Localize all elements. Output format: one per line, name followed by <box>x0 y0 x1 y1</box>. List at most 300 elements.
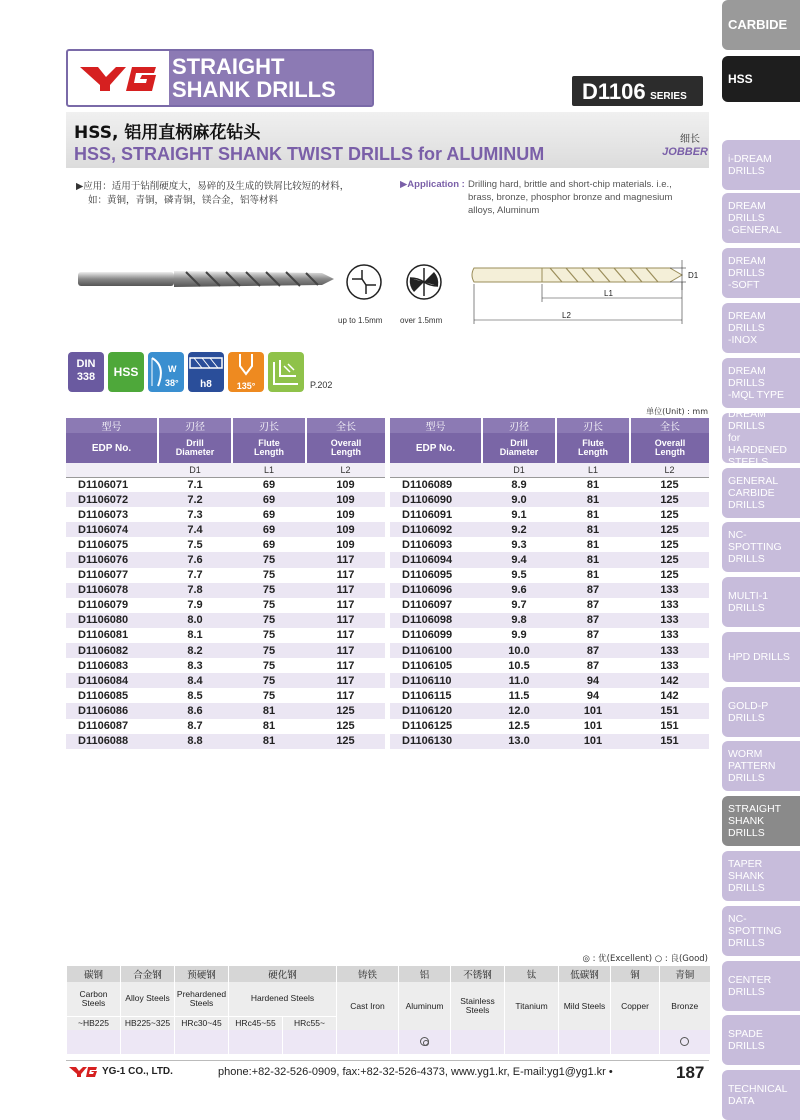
col-zh-overall: 全长 <box>630 418 709 433</box>
table-row <box>66 628 385 643</box>
overall-length-cell: 125 <box>336 720 355 733</box>
mat-zh-hardened: 硬化钢 <box>229 966 337 982</box>
table-row <box>390 537 709 552</box>
side-tab-label: STRAIGHT SHANK DRILLS <box>728 803 782 839</box>
col-sym-l2: L2 <box>630 463 709 477</box>
drill-diameter-cell: 9.0 <box>482 492 556 507</box>
drill-tip-large-icon <box>404 262 444 302</box>
side-tab-label: DREAM DRILLS -MQL TYPE <box>728 365 785 401</box>
side-tab-label: WORM PATTERN DRILLS <box>728 748 776 784</box>
col-drill-diameter: Drill Diameter <box>482 433 556 463</box>
col-sym-l2: L2 <box>306 463 385 477</box>
edp-no-cell: D1106100 <box>390 643 482 658</box>
mat-bronze: Bronze <box>660 982 710 1030</box>
material-icon <box>268 352 304 392</box>
col-flute-length: Flute Length <box>232 433 306 463</box>
col-zh-diameter: 刃径 <box>158 418 232 433</box>
side-tab-label: GENERAL CARBIDE DRILLS <box>728 475 779 511</box>
edp-no-cell: D1106077 <box>78 569 129 582</box>
hardness-hardened-2: HRc55~ <box>283 1016 337 1030</box>
table-row <box>390 583 709 598</box>
edp-no-cell: D1106094 <box>390 552 482 567</box>
edp-no-cell: D1106087 <box>78 720 129 733</box>
edp-no-cell: D1106078 <box>66 583 158 598</box>
series-badge <box>572 76 703 106</box>
side-tab-technical-data[interactable] <box>722 1070 800 1120</box>
footer-company: YG-1 CO., LTD. <box>102 1066 173 1077</box>
hardness-prehardened: HRc30~45 <box>175 1016 229 1030</box>
edp-no-cell: D1106088 <box>66 734 158 749</box>
overall-length-cell: 142 <box>630 673 709 688</box>
drill-diameter-cell: 9.5 <box>511 569 527 582</box>
header-banner <box>66 49 374 107</box>
side-tab-label: DREAM DRILLS -GENERAL <box>728 200 782 236</box>
table-row <box>390 552 709 567</box>
edp-no-cell: D1106071 <box>78 478 129 491</box>
drill-diameter-cell: 7.7 <box>187 569 203 582</box>
product-title-zh: HSS, 铝用直柄麻花钻头 <box>74 123 261 143</box>
flute-length-cell: 75 <box>232 673 306 688</box>
flute-length-cell: 87 <box>556 643 630 658</box>
overall-length-cell: 109 <box>306 492 385 507</box>
overall-length-cell: 151 <box>630 734 709 749</box>
side-tab-dream-drills-for-hardened-steels[interactable] <box>722 408 800 468</box>
material-table <box>66 966 710 1054</box>
point-angle-badge <box>228 352 264 392</box>
mat-prehardened: Prehardened Steels <box>175 982 229 1016</box>
table-row <box>66 477 385 492</box>
edp-no-cell: D1106110 <box>390 673 482 688</box>
overall-length-cell: 125 <box>306 703 385 718</box>
overall-length-cell: 109 <box>336 478 355 491</box>
flute-length-cell: 87 <box>586 599 600 612</box>
edp-no-cell: D1106092 <box>390 522 482 537</box>
flute-length-cell: 94 <box>556 673 630 688</box>
mat-zh-cast-iron: 铸铁 <box>337 966 399 982</box>
edp-no-cell: D1106081 <box>78 629 129 642</box>
drill-tip-small-icon <box>344 262 384 302</box>
edp-no-cell: D1106084 <box>66 673 158 688</box>
coolant-badge <box>268 352 304 392</box>
flute-length-cell: 69 <box>232 522 306 537</box>
overall-length-cell: 125 <box>660 478 679 491</box>
series-code: D1106 <box>582 79 646 104</box>
flute-length-cell: 81 <box>232 734 306 749</box>
page-number: 187 <box>676 1063 705 1082</box>
side-tab-hpd-drills[interactable] <box>722 632 800 682</box>
table-row <box>390 507 709 522</box>
rating-stainless <box>451 1030 505 1054</box>
mat-zh-copper: 铜 <box>611 966 660 982</box>
overall-length-cell: 125 <box>660 508 679 521</box>
overall-length-cell: 125 <box>660 538 679 551</box>
side-tab-label: NC-SPOTTING DRILLS <box>728 913 782 949</box>
flute-length-cell: 87 <box>586 629 600 642</box>
mat-zh-titanium: 钛 <box>505 966 559 982</box>
flute-length-cell: 75 <box>232 613 306 628</box>
excellent-rating-icon <box>420 1037 429 1046</box>
drill-diameter-cell: 8.5 <box>187 689 203 702</box>
series-word: SERIES <box>650 91 687 102</box>
side-tab-label: HSS <box>728 72 753 86</box>
spec-table-right <box>390 418 709 749</box>
flute-length-cell: 81 <box>586 478 600 491</box>
good-rating-icon <box>680 1037 689 1046</box>
drill-diameter-cell: 9.3 <box>511 538 527 551</box>
mat-zh-bronze: 青铜 <box>660 966 710 982</box>
col-sym-d1: D1 <box>482 463 556 477</box>
mat-zh-mild: 低碳钢 <box>559 966 611 982</box>
hss-label: HSS <box>113 365 139 379</box>
drill-diameter-cell: 8.8 <box>158 734 232 749</box>
flute-length-cell: 87 <box>556 613 630 628</box>
drill-diameter-cell: 10.0 <box>482 643 556 658</box>
edp-no-cell: D1106085 <box>78 689 129 702</box>
edp-no-cell: D1106086 <box>66 703 158 718</box>
drill-diameter-cell: 8.7 <box>187 720 203 733</box>
rating-aluminum <box>399 1030 451 1054</box>
table-row <box>390 658 709 673</box>
table-row <box>66 552 385 567</box>
table-row <box>66 598 385 613</box>
drill-diameter-cell: 7.9 <box>187 599 203 612</box>
table-row <box>390 522 709 537</box>
overall-length-cell: 133 <box>630 613 709 628</box>
helix-angle: 38° <box>165 378 179 388</box>
mat-mild: Mild Steels <box>559 982 611 1030</box>
drill-diameter-cell: 9.2 <box>482 522 556 537</box>
flute-length-cell: 81 <box>556 552 630 567</box>
side-tab-gold-p-drills[interactable] <box>722 687 800 737</box>
hardness-hardened-1: HRc45~55 <box>229 1016 283 1030</box>
table-row <box>390 598 709 613</box>
overall-length-cell: 125 <box>630 522 709 537</box>
flute-length-cell: 75 <box>262 689 276 702</box>
edp-no-cell: D1106125 <box>402 720 453 733</box>
drill-diameter-cell: 11.0 <box>482 673 556 688</box>
overall-length-cell: 125 <box>660 569 679 582</box>
drill-diameter-cell: 8.3 <box>187 659 203 672</box>
table-row <box>66 719 385 734</box>
din-label: DIN <box>76 358 96 370</box>
col-zh-model: 型号 <box>390 418 482 433</box>
table-row <box>390 719 709 734</box>
drill-diameter-cell: 12.0 <box>482 703 556 718</box>
table-row <box>390 613 709 628</box>
overall-length-cell: 109 <box>336 508 355 521</box>
side-tab-label: TECHNICAL DATA <box>728 1083 788 1107</box>
col-zh-diameter: 刃径 <box>482 418 556 433</box>
drill-diameter-cell: 7.5 <box>187 538 203 551</box>
side-tab-label: DREAM DRILLS -INOX <box>728 310 766 346</box>
flute-length-cell: 75 <box>232 643 306 658</box>
label-l2: L2 <box>562 311 571 320</box>
drill-diameter-cell: 7.2 <box>158 492 232 507</box>
flute-length-cell: 81 <box>586 538 600 551</box>
overall-length-cell: 109 <box>336 538 355 551</box>
application-en <box>400 178 700 217</box>
drill-diameter-cell: 9.7 <box>511 599 527 612</box>
side-tab-label: GOLD-P DRILLS <box>728 700 769 724</box>
point-angle-icon <box>228 352 264 376</box>
edp-no-cell: D1106083 <box>78 659 129 672</box>
side-tab-dream-drills-soft[interactable] <box>722 248 800 298</box>
flute-length-cell: 101 <box>583 720 603 733</box>
table-row <box>390 703 709 718</box>
length-type-zh: 细长 <box>680 134 700 145</box>
overall-length-cell: 117 <box>306 552 385 567</box>
flute-length-cell: 101 <box>556 703 630 718</box>
side-tab-center-drills[interactable] <box>722 961 800 1011</box>
edp-no-cell: D1106097 <box>402 599 453 612</box>
drill-diameter-cell: 12.5 <box>508 720 530 733</box>
flute-length-cell: 69 <box>262 508 276 521</box>
spec-table-left-body <box>66 477 385 749</box>
rating-hardened-2 <box>283 1030 337 1054</box>
mat-zh-aluminum: 铝 <box>399 966 451 982</box>
edp-no-cell: D1106079 <box>78 599 129 612</box>
table-row <box>390 477 709 492</box>
application-zh-line2: 如：黄铜，青铜，磷青铜，镁合金，铝等材料 <box>88 195 279 206</box>
flute-length-cell: 75 <box>232 552 306 567</box>
din-badge <box>68 352 104 392</box>
label-d1: D1 <box>688 271 699 280</box>
edp-no-cell: D1106074 <box>66 522 158 537</box>
col-edp: EDP No. <box>390 433 482 463</box>
flute-length-cell: 69 <box>232 492 306 507</box>
footer-yg-logo <box>68 1066 98 1078</box>
application-zh-line1: ▶应用：适用于钻削硬度大，易碎的及生成的铁屑比较短的材料， <box>76 181 350 192</box>
side-tab-hss[interactable] <box>722 56 800 102</box>
overall-length-cell: 125 <box>630 492 709 507</box>
overall-length-cell: 117 <box>336 659 355 672</box>
overall-length-cell: 133 <box>630 583 709 598</box>
flute-length-cell: 69 <box>262 538 276 551</box>
col-sym-l1: L1 <box>232 463 306 477</box>
table-row <box>66 568 385 583</box>
edp-no-cell: D1106082 <box>66 643 158 658</box>
flute-length-cell: 81 <box>556 492 630 507</box>
edp-no-cell: D1106098 <box>390 613 482 628</box>
drill-diameter-cell: 8.0 <box>158 613 232 628</box>
table-row <box>390 673 709 688</box>
drill-diameter-cell: 9.6 <box>482 583 556 598</box>
side-tab-label: MULTI-1 DRILLS <box>728 590 769 614</box>
table-row <box>66 537 385 552</box>
edp-no-cell: D1106073 <box>78 508 129 521</box>
col-sym-l1: L1 <box>556 463 630 477</box>
page-reference[interactable]: P.202 <box>310 380 333 390</box>
application-zh <box>76 180 376 208</box>
drill-photo <box>76 258 336 298</box>
col-overall-length: Overall Length <box>630 433 709 463</box>
rating-titanium <box>505 1030 559 1054</box>
overall-length-cell: 117 <box>336 569 355 582</box>
side-tab-multi-1-drills[interactable] <box>722 577 800 627</box>
mat-titanium: Titanium <box>505 982 559 1030</box>
col-zh-flute: 刃长 <box>232 418 306 433</box>
side-tab-i-dream-drills[interactable] <box>722 140 800 190</box>
side-tab-spade-drills[interactable] <box>722 1015 800 1065</box>
tip-caption-large: over 1.5mm <box>400 316 443 325</box>
mat-zh-stainless: 不锈钢 <box>451 966 505 982</box>
mat-hardened: Hardened Steels <box>229 982 337 1016</box>
edp-no-cell: D1106130 <box>390 734 482 749</box>
mat-cast-iron: Cast Iron <box>337 982 399 1030</box>
flute-length-cell: 87 <box>556 583 630 598</box>
edp-no-cell: D1106090 <box>390 492 482 507</box>
drill-diameter-cell: 9.8 <box>482 613 556 628</box>
point-angle-label: 135° <box>236 381 256 391</box>
drill-diameter-cell: 7.4 <box>158 522 232 537</box>
col-flute-length: Flute Length <box>556 433 630 463</box>
drill-diameter-cell: 13.0 <box>482 734 556 749</box>
flute-length-cell: 81 <box>586 508 600 521</box>
overall-length-cell: 133 <box>660 599 679 612</box>
flute-length-cell: 75 <box>262 629 276 642</box>
header-title <box>172 55 336 101</box>
side-tab-straight-shank-drills[interactable] <box>722 796 800 846</box>
table-row <box>66 613 385 628</box>
mat-stainless: Stainless Steels <box>451 982 505 1030</box>
rating-alloy <box>121 1030 175 1054</box>
tolerance-label: h8 <box>200 379 212 390</box>
spec-table-right-body <box>390 477 709 749</box>
overall-length-cell: 117 <box>306 643 385 658</box>
table-row <box>66 734 385 749</box>
overall-length-cell: 117 <box>306 673 385 688</box>
drill-diameter-cell: 11.5 <box>508 689 530 702</box>
length-type-en: JOBBER <box>662 146 708 158</box>
helix-angle-badge <box>148 352 184 392</box>
side-tab-label: HPD DRILLS <box>728 651 790 663</box>
side-tab-worm-pattern-drills[interactable] <box>722 741 800 791</box>
table-row <box>66 522 385 537</box>
side-tab-general-carbide-drills[interactable] <box>722 468 800 518</box>
application-label: ▶Application : <box>400 179 465 190</box>
edp-no-cell: D1106095 <box>402 569 453 582</box>
edp-no-cell: D1106115 <box>402 689 452 702</box>
overall-length-cell: 151 <box>630 703 709 718</box>
rating-prehardened <box>175 1030 229 1054</box>
edp-no-cell: D1106096 <box>390 583 482 598</box>
hardness-alloy: HB225~325 <box>121 1016 175 1030</box>
mat-carbon: Carbon Steels <box>67 982 121 1016</box>
drill-diameter-cell: 8.1 <box>187 629 203 642</box>
material-ratings-row <box>67 1030 710 1054</box>
hss-badge <box>108 352 144 392</box>
table-row <box>390 628 709 643</box>
drill-diameter-cell: 7.6 <box>158 552 232 567</box>
edp-no-cell: D1106093 <box>402 538 453 551</box>
flute-length-cell: 75 <box>232 583 306 598</box>
product-title-en: HSS, STRAIGHT SHANK TWIST DRILLS for ALUMINUM <box>74 144 545 164</box>
table-row <box>66 507 385 522</box>
edp-no-cell: D1106089 <box>402 478 453 491</box>
flute-length-cell: 81 <box>262 720 276 733</box>
flute-length-cell: 101 <box>556 734 630 749</box>
flute-length-cell: 81 <box>586 569 600 582</box>
rating-bronze <box>660 1030 710 1054</box>
table-row <box>66 703 385 718</box>
edp-no-cell: D1106076 <box>66 552 158 567</box>
table-row <box>66 583 385 598</box>
drill-diameter-cell: 10.5 <box>508 659 530 672</box>
table-row <box>390 643 709 658</box>
side-tab-dream-drills-mql-type[interactable] <box>722 358 800 408</box>
drill-diameter-cell: 8.4 <box>158 673 232 688</box>
side-tab-nc-spotting-drills[interactable] <box>722 906 800 956</box>
tip-caption-small: up to 1.5mm <box>338 316 383 325</box>
mat-copper: Copper <box>611 982 660 1030</box>
col-overall-length: Overall Length <box>306 433 385 463</box>
footer-contact: phone:+82-32-526-0909, fax:+82-32-526-4373, www.yg1.kr, E-mail:yg1@yg1.kr • <box>218 1066 613 1078</box>
rating-carbon <box>67 1030 121 1054</box>
rating-hardened-1 <box>229 1030 283 1054</box>
overall-length-cell: 109 <box>306 522 385 537</box>
edp-no-cell: D1106099 <box>402 629 453 642</box>
overall-length-cell: 125 <box>630 552 709 567</box>
col-edp: EDP No. <box>66 433 158 463</box>
helix-w: W <box>168 364 177 374</box>
mat-aluminum: Aluminum <box>399 982 451 1030</box>
unit-note: 单位(Unit) : mm <box>646 407 708 416</box>
footer-divider <box>66 1060 709 1061</box>
yg-logo <box>76 63 158 93</box>
edp-no-cell: D1106072 <box>66 492 158 507</box>
col-sym-edp <box>390 463 482 477</box>
mat-zh-alloy: 合金钢 <box>121 966 175 982</box>
table-row <box>66 492 385 507</box>
flute-length-cell: 69 <box>262 478 276 491</box>
rating-mild <box>559 1030 611 1054</box>
side-tab-nc-spotting-drills[interactable] <box>722 522 800 572</box>
flute-length-cell: 81 <box>556 522 630 537</box>
drill-diameter-cell: 8.9 <box>511 478 527 491</box>
col-sym-d1: D1 <box>158 463 232 477</box>
tolerance-badge <box>188 352 224 392</box>
table-row <box>390 568 709 583</box>
table-row <box>66 673 385 688</box>
overall-length-cell: 117 <box>336 599 355 612</box>
header-title-line2: SHANK DRILLS <box>172 77 336 102</box>
side-tab-carbide[interactable] <box>722 0 800 50</box>
drill-diameter-cell: 9.1 <box>511 508 527 521</box>
table-row <box>66 688 385 703</box>
side-tab-label: CENTER DRILLS <box>728 974 772 998</box>
table-row <box>66 643 385 658</box>
side-tab-taper-shank-drills[interactable] <box>722 851 800 901</box>
overall-length-cell: 142 <box>660 689 679 702</box>
side-tab-dream-drills-inox[interactable] <box>722 303 800 353</box>
col-drill-diameter: Drill Diameter <box>158 433 232 463</box>
side-tab-dream-drills-general[interactable] <box>722 193 800 243</box>
mat-zh-prehardened: 预硬钢 <box>175 966 229 982</box>
mat-alloy: Alloy Steels <box>121 982 175 1016</box>
side-tab-label: SPADE DRILLS <box>728 1028 765 1052</box>
drill-diameter-cell: 7.1 <box>187 478 203 491</box>
edp-no-cell: D1106120 <box>390 703 482 718</box>
table-row <box>390 492 709 507</box>
flute-length-cell: 94 <box>586 689 600 702</box>
overall-length-cell: 125 <box>306 734 385 749</box>
flute-length-cell: 87 <box>586 659 600 672</box>
rating-legend: ◎ : 优(Excellent) ○ : 良(Good) <box>582 954 708 964</box>
edp-no-cell: D1106105 <box>402 659 453 672</box>
edp-no-cell: D1106080 <box>66 613 158 628</box>
flute-length-cell: 75 <box>262 659 276 672</box>
label-l1: L1 <box>604 289 613 298</box>
